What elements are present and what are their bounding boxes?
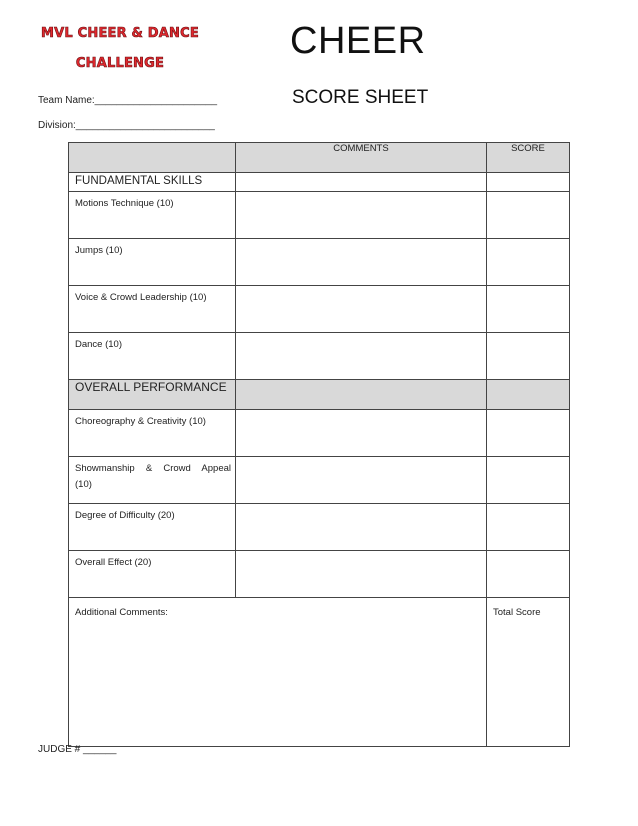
logo-line-2: CHALLENGE	[75, 56, 165, 71]
section-row	[69, 173, 570, 192]
table-row	[69, 333, 570, 380]
table-row	[69, 192, 570, 239]
table-row	[69, 286, 570, 333]
comment-cell	[236, 380, 487, 410]
comment-cell[interactable]	[236, 333, 487, 380]
criterion-label: Dance (10)	[69, 333, 236, 380]
criterion-label: Overall Effect (20)	[69, 551, 236, 598]
score-cell[interactable]	[487, 173, 570, 192]
score-cell[interactable]	[487, 551, 570, 598]
criterion-label: Jumps (10)	[69, 239, 236, 286]
section-row	[69, 380, 570, 410]
header-score: SCORE	[487, 143, 570, 173]
comment-cell[interactable]	[236, 173, 487, 192]
comment-cell[interactable]	[236, 239, 487, 286]
comment-cell[interactable]	[236, 504, 487, 551]
table-row	[69, 504, 570, 551]
score-cell[interactable]	[487, 333, 570, 380]
comment-cell[interactable]	[236, 551, 487, 598]
comment-cell[interactable]	[236, 457, 487, 504]
criterion-label: Motions Technique (10)	[69, 192, 236, 239]
table-row	[69, 457, 570, 504]
score-cell[interactable]	[487, 410, 570, 457]
table-row	[69, 410, 570, 457]
criterion-label: Degree of Difficulty (20)	[69, 504, 236, 551]
judge-number-field[interactable]: JUDGE # ______	[38, 744, 117, 755]
score-table	[68, 142, 570, 747]
comment-cell[interactable]	[236, 286, 487, 333]
comment-cell[interactable]	[236, 410, 487, 457]
table-row	[69, 551, 570, 598]
section-label: FUNDAMENTAL SKILLS	[69, 173, 236, 192]
criterion-label: Showmanship & Crowd Appeal (10)	[69, 457, 236, 504]
score-cell[interactable]	[487, 457, 570, 504]
score-cell	[487, 380, 570, 410]
page-subtitle: SCORE SHEET	[292, 87, 429, 108]
total-score-box[interactable]: Total Score	[487, 598, 570, 747]
page-title: CHEER	[290, 20, 426, 62]
header-blank-cell	[69, 143, 236, 173]
logo-line-1: MVL CHEER & DANCE	[41, 26, 199, 41]
score-cell[interactable]	[487, 286, 570, 333]
score-cell[interactable]	[487, 504, 570, 551]
comment-cell[interactable]	[236, 192, 487, 239]
team-name-field[interactable]: Team Name:______________________	[38, 95, 218, 106]
criterion-label: Choreography & Creativity (10)	[69, 410, 236, 457]
division-field[interactable]: Division:_________________________	[38, 120, 215, 131]
criterion-label: Voice & Crowd Leadership (10)	[69, 286, 236, 333]
table-row	[69, 239, 570, 286]
score-cell[interactable]	[487, 192, 570, 239]
header-comments: COMMENTS	[236, 143, 487, 173]
additional-comments-row	[69, 598, 570, 747]
section-label: OVERALL PERFORMANCE	[69, 380, 236, 410]
additional-comments-box[interactable]: Additional Comments:	[69, 598, 487, 747]
score-cell[interactable]	[487, 239, 570, 286]
event-logo	[40, 26, 200, 72]
table-header-row	[69, 143, 570, 173]
